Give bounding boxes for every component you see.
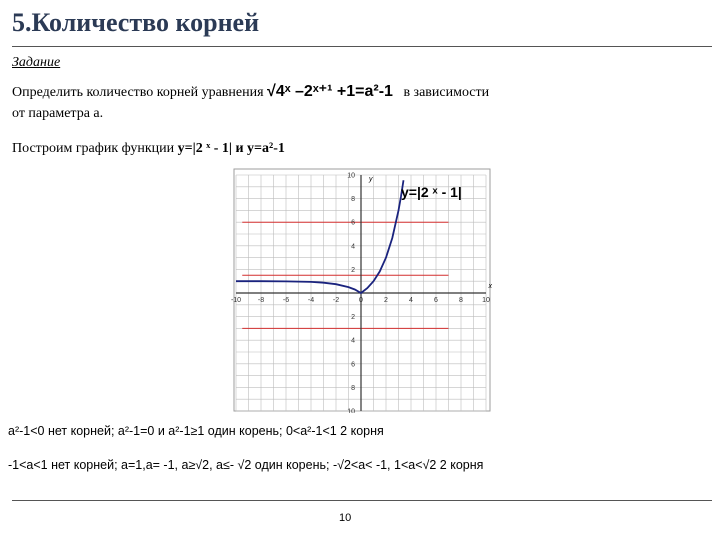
graph-label: y=|2 ˣ - 1| [401, 184, 462, 200]
graph-intro-prefix: Построим график функции [12, 141, 175, 156]
x-tick-label: 4 [409, 297, 413, 304]
y-tick-label: 4 [351, 243, 355, 251]
equation: √4ˣ –2ˣ⁺¹ +1=a²-1 [267, 83, 393, 100]
axis-x-label: x [488, 283, 492, 290]
y-tick-label: 10 [347, 408, 355, 413]
x-tick-label: -2 [332, 297, 340, 304]
task-text-after: в зависимости [403, 85, 490, 100]
x-tick-label: -10 [230, 297, 242, 304]
task-statement-line2: от параметра a. [12, 106, 104, 121]
y-tick-label: 2 [351, 314, 355, 322]
plot-frame [234, 169, 490, 411]
x-tick-label: -8 [257, 297, 265, 304]
task-label: Задание [12, 55, 61, 70]
x-tick-label: 2 [384, 297, 388, 304]
x-tick-label: -4 [307, 297, 315, 304]
y-tick-label: 8 [351, 196, 355, 204]
graph-intro-functions: y=|2 ˣ - 1| и y=a²-1 [177, 141, 285, 156]
conditions-line-2: -1<a<1 нет корней; a=1,a= -1, a≥√2, a≤- √2 один корень; -√2<a< -1, 1<a<√2 2 корня [8, 458, 484, 472]
x-tick-label: 10 [482, 297, 490, 304]
x-tick-label: 8 [459, 297, 463, 304]
y-tick-label: 2 [351, 266, 355, 274]
task-text-before: Определить количество корней уравнения [12, 85, 264, 100]
y-tick-label: 6 [351, 219, 355, 227]
x-tick-label: 0 [359, 297, 363, 304]
x-tick-label: 6 [434, 297, 438, 304]
y-tick-label: 4 [351, 337, 355, 345]
function-graph [228, 167, 492, 413]
task-statement [12, 81, 489, 101]
page-title: 5.Количество корней [12, 8, 260, 37]
footer-divider [12, 500, 712, 501]
page-number: 10 [339, 512, 352, 524]
conditions-line-1: a²-1<0 нет корней; a²-1=0 и a²-1≥1 один корень; 0<a²-1<1 2 корня [8, 424, 384, 438]
title-divider [12, 46, 712, 47]
y-tick-label: 6 [351, 361, 355, 369]
graph-intro [12, 141, 285, 157]
x-tick-label: -6 [282, 297, 290, 304]
y-tick-label: 8 [351, 384, 355, 392]
y-tick-label: 10 [347, 172, 355, 180]
axis-y-label: y [369, 176, 373, 183]
